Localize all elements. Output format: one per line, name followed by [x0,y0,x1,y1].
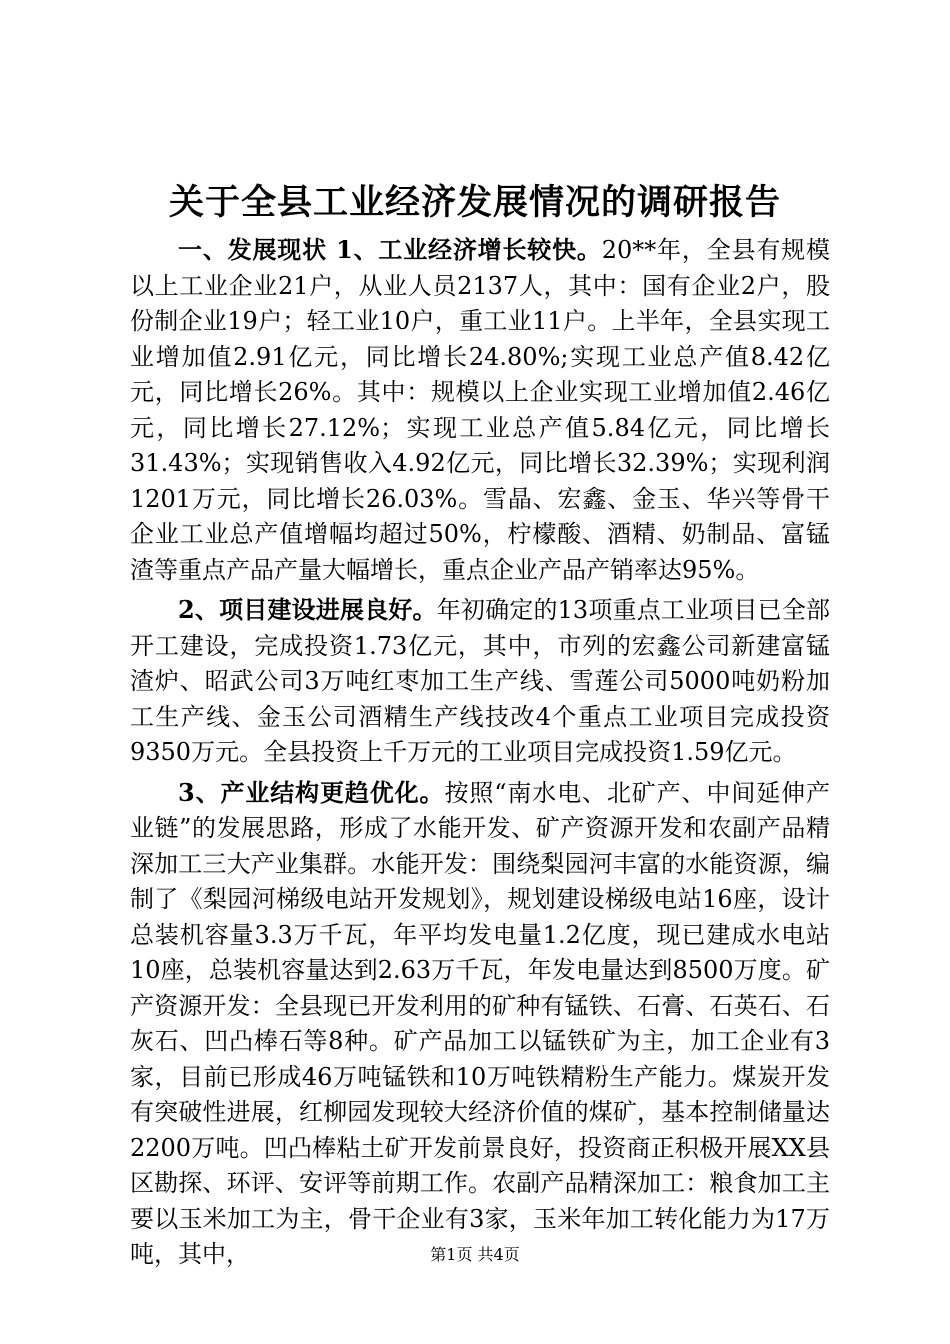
section-text-1: 20**年，全县有规模以上工业企业21户，从业人员2137人，其中：国有企业2户，股份制企业19户；轻工业10户，重工业11户。上半年，全县实现工业增加值2.91亿元，同比增长24.80%;实现工业总产值8.42亿元，同比增长26%。其中：规模以上企业实现工业增加值2.46亿元，同比增长27.12%；实现工业总产值5.84亿元，同比增长31.43%；实现销售收入4.92亿元，同比增长32.39%；实现利润1201万元，同比增长26.03%。雪晶、宏鑫、金玉、华兴等骨干企业工业总产值增幅均超过50%，柠檬酸、酒精、奶制品、富锰渣等重点产品产量大幅增长，重点企业产品产销率达95%。 [130,236,830,584]
section-heading-3: 3、产业结构更趋优化。 [178,777,445,807]
page-footer: 第1页 共4页 [430,1245,520,1264]
paragraph-1 [130,232,830,588]
document-body [130,232,830,1273]
section-text-2: 年初确定的13项重点工业项目已全部开工建设，完成投资1.73亿元，其中，市列的宏鑫公司新建富锰渣炉、昭武公司3万吨红枣加工生产线、雪莲公司5000吨奶粉加工生产线、金玉公司酒精生产线技改4个重点工业项目完成投资9350万元。全县投资上千万元的工业项目完成投资1.59亿元。 [130,596,830,766]
section-text-3: 按照“南水电、北矿产、中间延伸产业链”的发展思路，形成了水能开发、矿产资源开发和农副产品精深加工三大产业集群。水能开发：围绕梨园河丰富的水能资源，编制了《梨园河梯级电站开发规划》，规划建设梯级电站16座，设计总装机容量3.3万千瓦，年平均发电量1.2亿度，现已建成水电站10座，总装机容量达到2.63万千瓦，年发电量达到8500万度。矿产资源开发：全县现已开发利用的矿种有锰铁、石膏、石英石、石灰石、凹凸棒石等8种。矿产品加工以锰铁矿为主，加工企业有3家，目前已形成46万吨锰铁和10万吨铁精粉生产能力。煤炭开发有突破性进展，红柳园发现较大经济价值的煤矿，基本控制储量达2200万吨。凹凸棒粘土矿开发前景良好，投资商正积极开展XX县区勘探、环评、安评等前期工作。农副产品精深加工：粮食加工主要以玉米加工为主，骨干企业有3家，玉米年加工转化能力为17万吨，其中， [130,778,830,1268]
paragraph-3 [130,775,830,1273]
section-heading-2: 2、项目建设进展良好。 [178,595,437,624]
document-title: 关于全县工业经济发展情况的调研报告 [168,182,781,223]
section-heading-1: 一、发展现状 1、工业经济增长较快。 [178,235,602,264]
paragraph-2 [130,592,830,771]
